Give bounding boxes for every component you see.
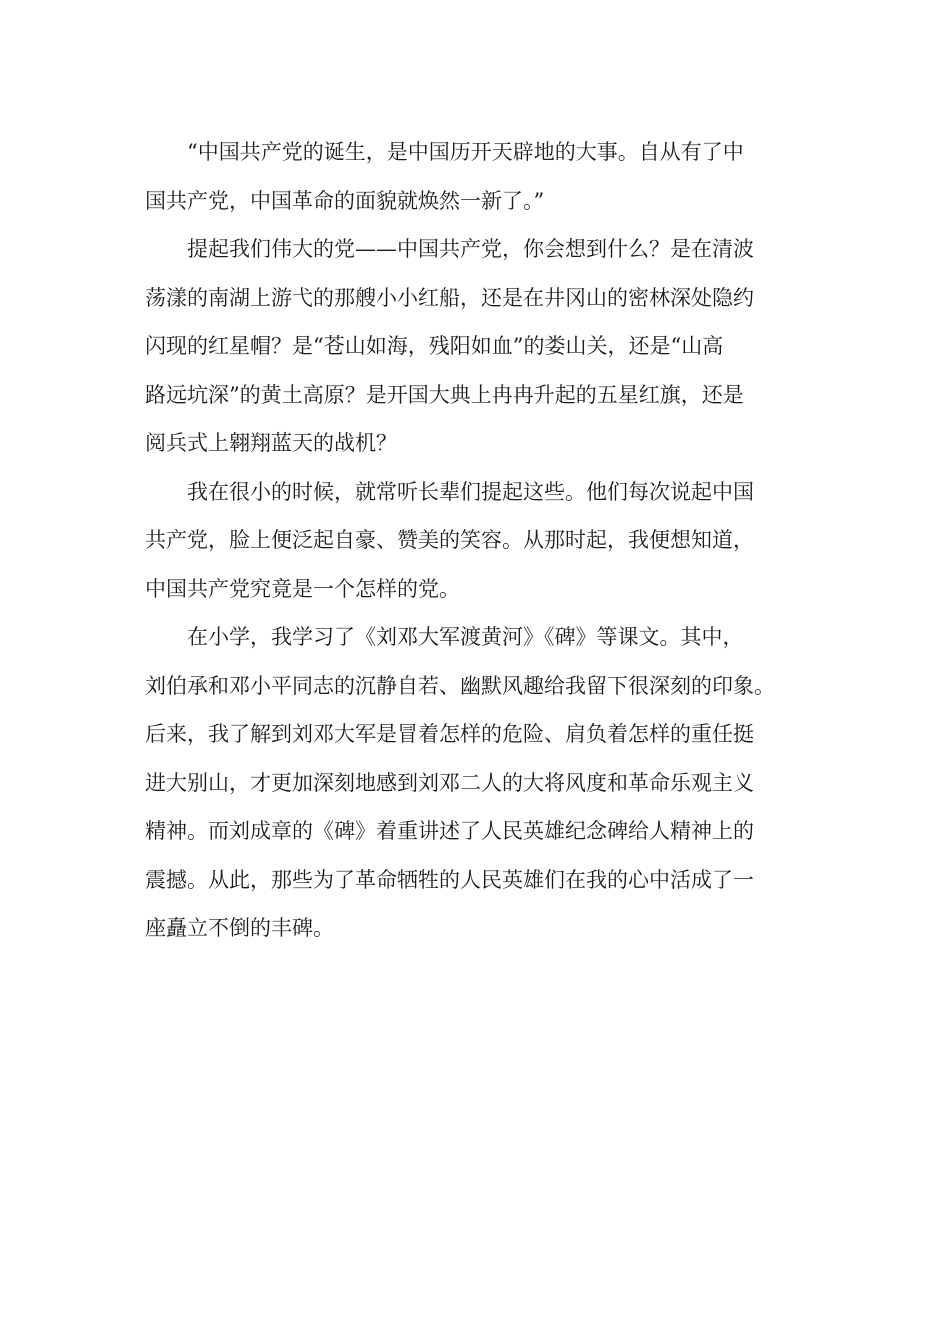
- paragraph-3: [145, 468, 825, 614]
- paragraph-line: 后来，我了解到刘邓大军是冒着怎样的危险、肩负着怎样的重任挺: [145, 722, 754, 746]
- paragraph-line: 我在很小的时候，就常听长辈们提起这些。他们每次说起中国: [187, 479, 754, 504]
- paragraph-line: 进大别山，才更加深刻地感到刘邓二人的大将风度和革命乐观主义: [145, 770, 754, 795]
- paragraph-line: “中国共产党的诞生，是中国历开天辟地的大事。自从有了中: [187, 140, 744, 164]
- paragraph-line: 阅兵式上翱翔蓝天的战机？: [145, 431, 397, 455]
- paragraph-line: 荡漾的南湖上游弋的那艘小小红船，还是在井冈山的密林深处隐约: [145, 285, 754, 310]
- document-body: [145, 128, 825, 953]
- paragraph-line: 在小学，我学习了《刘邓大军渡黄河》《碑》等课文。其中，: [187, 625, 744, 649]
- paragraph-line: 刘伯承和邓小平同志的沉静自若、幽默风趣给我留下很深刻的印象。: [145, 673, 775, 698]
- paragraph-line: 闪现的红星帽？是“苍山如海，残阳如血”的娄山关，还是“山高: [145, 334, 724, 358]
- paragraph-line: 精神。而刘成章的《碑》着重讲述了人民英雄纪念碑给人精神上的: [145, 819, 754, 843]
- paragraph-line: 路远坑深”的黄土高原？是开国大典上冉冉升起的五星红旗，还是: [145, 382, 744, 407]
- paragraph-line: 共产党，脸上便泛起自豪、赞美的笑容。从那时起，我便想知道，: [145, 528, 754, 552]
- paragraph-2: [145, 225, 825, 468]
- paragraph-4: [145, 613, 825, 953]
- paragraph-1: [145, 128, 825, 225]
- paragraph-line: 国共产党，中国革命的面貌就焕然一新了。”: [145, 188, 545, 213]
- paragraph-line: 中国共产党究竟是一个怎样的党。: [145, 576, 460, 601]
- paragraph-line: 提起我们伟大的党——中国共产党，你会想到什么？是在清波: [187, 237, 754, 261]
- paragraph-line: 震撼。从此，那些为了革命牺牲的人民英雄们在我的心中活成了一: [145, 867, 754, 892]
- paragraph-line: 座矗立不倒的丰碑。: [145, 916, 334, 940]
